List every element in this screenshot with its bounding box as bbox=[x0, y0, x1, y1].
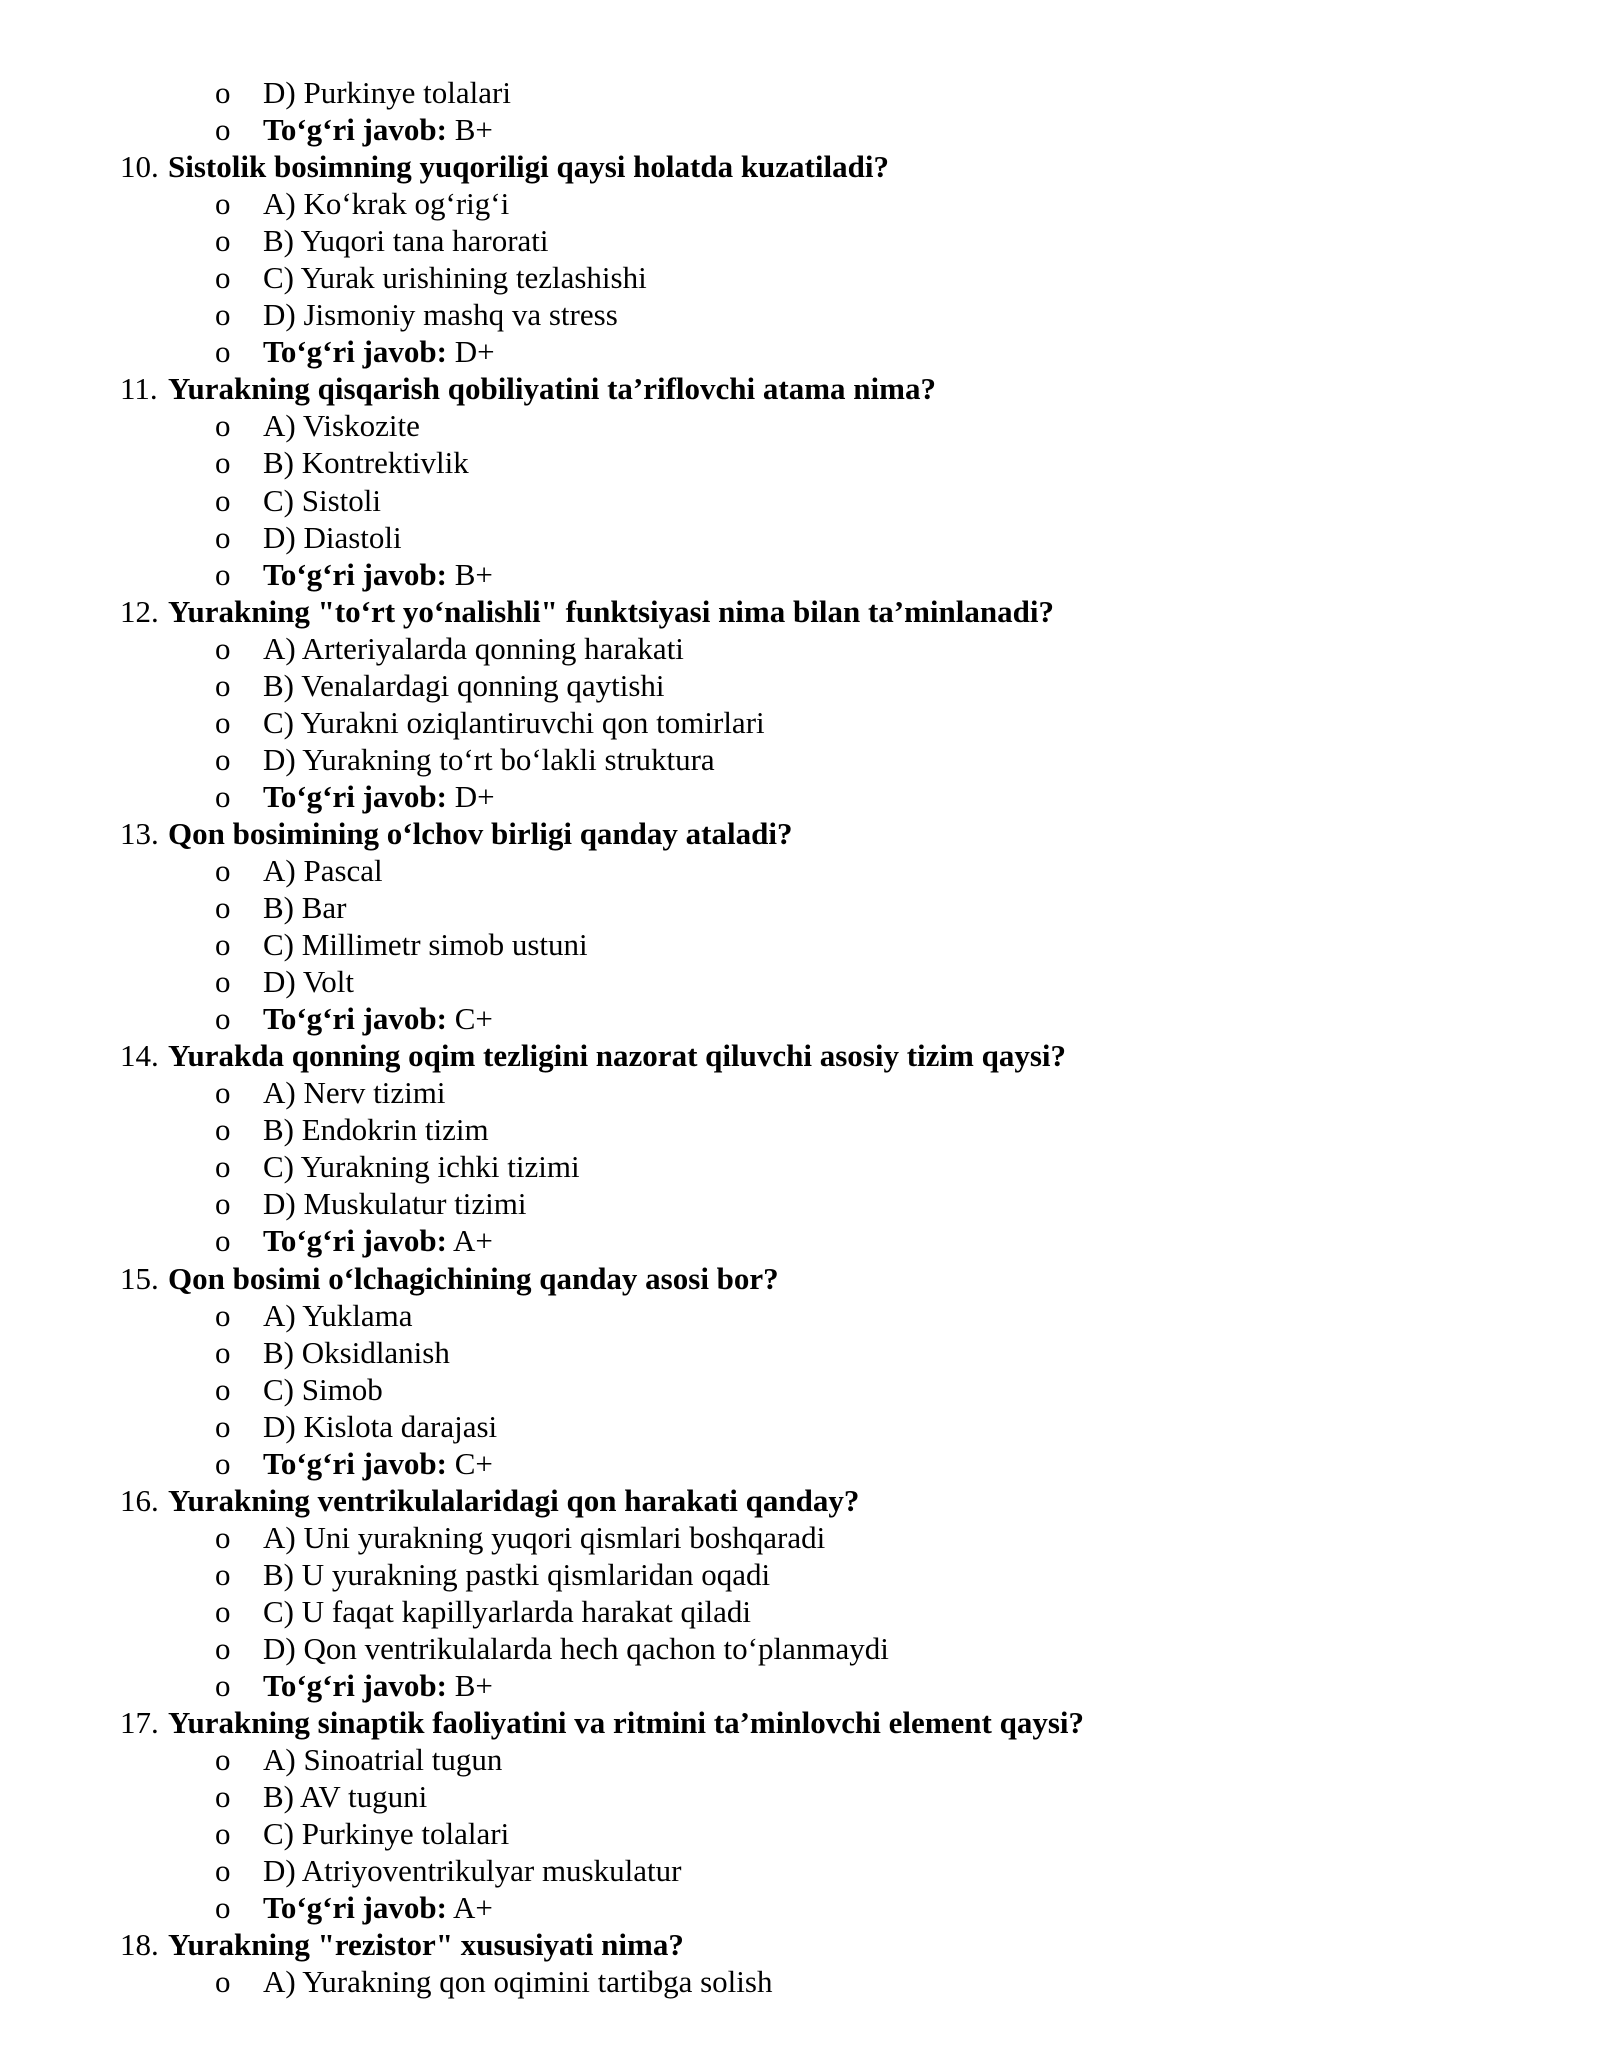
question-number: 11. bbox=[120, 371, 158, 407]
answer-value: B+ bbox=[447, 1668, 493, 1704]
answer-value: B+ bbox=[447, 112, 493, 148]
option-text: B) Bar bbox=[263, 890, 347, 926]
option-line bbox=[0, 407, 1600, 444]
option-line bbox=[0, 667, 1600, 704]
bullet-marker: o bbox=[215, 112, 231, 148]
bullet-marker: o bbox=[215, 445, 231, 481]
option-text: D) Yurakning to‘rt bo‘lakli struktura bbox=[263, 741, 715, 777]
question-number: 15. bbox=[120, 1260, 159, 1296]
answer-text bbox=[263, 1222, 493, 1259]
document-page bbox=[0, 74, 1600, 2000]
option-line bbox=[0, 1185, 1600, 1222]
option-text: B) Endokrin tizim bbox=[263, 1112, 489, 1148]
option-text: D) Muskulatur tizimi bbox=[263, 1186, 527, 1222]
question-text: Qon bosimining o‘lchov birligi qanday ataladi? bbox=[168, 815, 793, 851]
option-text: C) Yurak urishining tezlashishi bbox=[263, 260, 647, 296]
answer-line bbox=[0, 1667, 1600, 1704]
answer-label: To‘g‘ri javob: bbox=[263, 112, 447, 148]
option-line bbox=[0, 704, 1600, 741]
bullet-marker: o bbox=[215, 1853, 231, 1889]
answer-value: D+ bbox=[447, 334, 495, 370]
answer-text bbox=[263, 1667, 493, 1704]
bullet-marker: o bbox=[215, 1593, 231, 1629]
option-text: B) AV tuguni bbox=[263, 1779, 428, 1815]
option-line bbox=[0, 1111, 1600, 1148]
answer-label: To‘g‘ri javob: bbox=[263, 1890, 447, 1926]
option-line bbox=[0, 1815, 1600, 1852]
option-line bbox=[0, 1593, 1600, 1630]
answer-value: A+ bbox=[447, 1890, 493, 1926]
option-line bbox=[0, 1741, 1600, 1778]
answer-label: To‘g‘ri javob: bbox=[263, 556, 447, 592]
bullet-marker: o bbox=[215, 1816, 231, 1852]
option-line bbox=[0, 1297, 1600, 1334]
question-text: Qon bosimi o‘lchagichining qanday asosi bor? bbox=[168, 1260, 779, 1296]
question-number: 14. bbox=[120, 1038, 159, 1074]
question-text: Yurakning ventrikulalaridagi qon harakati qanday? bbox=[168, 1482, 860, 1518]
question-line bbox=[0, 1704, 1600, 1741]
bullet-marker: o bbox=[215, 1112, 231, 1148]
answer-text bbox=[263, 1889, 493, 1926]
answer-value: A+ bbox=[447, 1223, 493, 1259]
option-line bbox=[0, 741, 1600, 778]
question-number: 16. bbox=[120, 1482, 159, 1518]
answer-line bbox=[0, 1222, 1600, 1259]
option-text: C) Millimetr simob ustuni bbox=[263, 927, 588, 963]
bullet-marker: o bbox=[215, 1297, 231, 1333]
bullet-marker: o bbox=[215, 927, 231, 963]
question-line bbox=[0, 1037, 1600, 1074]
option-line bbox=[0, 630, 1600, 667]
answer-label: To‘g‘ri javob: bbox=[263, 1668, 447, 1704]
option-line bbox=[0, 444, 1600, 481]
answer-line bbox=[0, 111, 1600, 148]
answer-line bbox=[0, 1445, 1600, 1482]
question-line bbox=[0, 815, 1600, 852]
bullet-marker: o bbox=[215, 1075, 231, 1111]
bullet-marker: o bbox=[215, 408, 231, 444]
bullet-marker: o bbox=[215, 1779, 231, 1815]
option-line bbox=[0, 296, 1600, 333]
option-text: C) Purkinye tolalari bbox=[263, 1816, 510, 1852]
answer-value: B+ bbox=[447, 556, 493, 592]
option-text: C) Simob bbox=[263, 1371, 383, 1407]
option-text: C) Yurakni oziqlantiruvchi qon tomirlari bbox=[263, 704, 765, 740]
option-text: B) Oksidlanish bbox=[263, 1334, 450, 1370]
option-line bbox=[0, 1148, 1600, 1185]
bullet-marker: o bbox=[215, 1001, 231, 1037]
bullet-marker: o bbox=[215, 778, 231, 814]
question-number: 17. bbox=[120, 1705, 159, 1741]
answer-label: To‘g‘ri javob: bbox=[263, 1223, 447, 1259]
option-line bbox=[0, 852, 1600, 889]
option-text: C) Yurakning ichki tizimi bbox=[263, 1149, 580, 1185]
bullet-marker: o bbox=[215, 260, 231, 296]
bullet-marker: o bbox=[215, 1371, 231, 1407]
bullet-marker: o bbox=[215, 519, 231, 555]
bullet-marker: o bbox=[215, 1223, 231, 1259]
answer-text bbox=[263, 1445, 493, 1482]
question-number: 12. bbox=[120, 593, 159, 629]
option-text: A) Pascal bbox=[263, 852, 383, 888]
bullet-marker: o bbox=[215, 482, 231, 518]
option-text: C) Sistoli bbox=[263, 482, 382, 518]
option-text: B) Venalardagi qonning qaytishi bbox=[263, 667, 665, 703]
bullet-marker: o bbox=[215, 890, 231, 926]
option-line bbox=[0, 482, 1600, 519]
bullet-marker: o bbox=[215, 556, 231, 592]
question-line bbox=[0, 1926, 1600, 1963]
bullet-marker: o bbox=[215, 334, 231, 370]
answer-label: To‘g‘ri javob: bbox=[263, 1445, 447, 1481]
option-line bbox=[0, 1556, 1600, 1593]
option-line bbox=[0, 1852, 1600, 1889]
bullet-marker: o bbox=[215, 1445, 231, 1481]
option-text: D) Volt bbox=[263, 964, 355, 1000]
option-text: B) Yuqori tana harorati bbox=[263, 223, 549, 259]
bullet-marker: o bbox=[215, 75, 231, 110]
question-text: Yurakning "rezistor" xususiyati nima? bbox=[168, 1927, 684, 1963]
question-text: Yurakning "to‘rt yo‘nalishli" funktsiyasi nima bilan ta’minlanadi? bbox=[168, 593, 1054, 629]
option-text: A) Yurakning qon oqimini tartibga solish bbox=[263, 1964, 773, 2000]
bullet-marker: o bbox=[215, 741, 231, 777]
bullet-marker: o bbox=[215, 1408, 231, 1444]
answer-text bbox=[263, 333, 495, 370]
option-text: B) U yurakning pastki qismlaridan oqadi bbox=[263, 1556, 771, 1592]
bullet-marker: o bbox=[215, 630, 231, 666]
option-text: D) Purkinye tolalari bbox=[263, 75, 511, 110]
option-text: A) Arteriyalarda qonning harakati bbox=[263, 630, 684, 666]
option-text: A) Viskozite bbox=[263, 408, 420, 444]
answer-label: To‘g‘ri javob: bbox=[263, 778, 447, 814]
question-number: 13. bbox=[120, 815, 159, 851]
option-line bbox=[0, 1519, 1600, 1556]
option-text: D) Jismoniy mashq va stress bbox=[263, 297, 618, 333]
bullet-marker: o bbox=[215, 1149, 231, 1185]
answer-line bbox=[0, 1889, 1600, 1926]
bullet-marker: o bbox=[215, 852, 231, 888]
bullet-marker: o bbox=[215, 1519, 231, 1555]
option-text: B) Kontrektivlik bbox=[263, 445, 469, 481]
option-line bbox=[0, 222, 1600, 259]
answer-text bbox=[263, 1000, 493, 1037]
bullet-marker: o bbox=[215, 704, 231, 740]
bullet-marker: o bbox=[215, 1630, 231, 1666]
bullet-marker: o bbox=[215, 1334, 231, 1370]
option-text: A) Uni yurakning yuqori qismlari boshqaradi bbox=[263, 1519, 826, 1555]
bullet-marker: o bbox=[215, 1186, 231, 1222]
question-number: 18. bbox=[120, 1927, 159, 1963]
option-line bbox=[0, 1630, 1600, 1667]
question-text: Yurakning sinaptik faoliyatini va ritmini ta’minlovchi element qaysi? bbox=[168, 1705, 1085, 1741]
bullet-marker: o bbox=[215, 223, 231, 259]
answer-value: C+ bbox=[447, 1445, 493, 1481]
question-line bbox=[0, 1260, 1600, 1297]
option-text: D) Atriyoventrikulyar muskulatur bbox=[263, 1853, 682, 1889]
question-text: Yurakda qonning oqim tezligini nazorat qiluvchi asosiy tizim qaysi? bbox=[168, 1038, 1067, 1074]
option-line bbox=[0, 185, 1600, 222]
question-text: Sistolik bosimning yuqoriligi qaysi holatda kuzatiladi? bbox=[168, 149, 889, 185]
question-line bbox=[0, 593, 1600, 630]
bullet-marker: o bbox=[215, 1668, 231, 1704]
option-line bbox=[0, 1778, 1600, 1815]
answer-text bbox=[263, 556, 493, 593]
bullet-marker: o bbox=[215, 1556, 231, 1592]
option-line bbox=[0, 1408, 1600, 1445]
answer-label: To‘g‘ri javob: bbox=[263, 334, 447, 370]
bullet-marker: o bbox=[215, 186, 231, 222]
option-text: A) Sinoatrial tugun bbox=[263, 1742, 503, 1778]
bullet-marker: o bbox=[215, 1742, 231, 1778]
option-line bbox=[0, 1074, 1600, 1111]
answer-text bbox=[263, 778, 495, 815]
answer-label: To‘g‘ri javob: bbox=[263, 1001, 447, 1037]
option-line bbox=[0, 519, 1600, 556]
option-text: D) Qon ventrikulalarda hech qachon to‘planmaydi bbox=[263, 1630, 889, 1666]
bullet-marker: o bbox=[215, 964, 231, 1000]
option-line bbox=[0, 926, 1600, 963]
option-line bbox=[0, 889, 1600, 926]
question-line bbox=[0, 370, 1600, 407]
option-text: A) Ko‘krak og‘rig‘i bbox=[263, 186, 510, 222]
option-line bbox=[0, 1963, 1600, 2000]
question-text: Yurakning qisqarish qobiliyatini ta’riflovchi atama nima? bbox=[168, 371, 936, 407]
option-text: A) Yuklama bbox=[263, 1297, 413, 1333]
answer-line bbox=[0, 778, 1600, 815]
question-number: 10. bbox=[120, 149, 159, 185]
answer-text bbox=[263, 111, 493, 148]
bullet-marker: o bbox=[215, 667, 231, 703]
option-line bbox=[0, 1334, 1600, 1371]
option-text: C) U faqat kapillyarlarda harakat qiladi bbox=[263, 1593, 752, 1629]
option-text: D) Kislota darajasi bbox=[263, 1408, 498, 1444]
answer-line bbox=[0, 1000, 1600, 1037]
answer-line bbox=[0, 556, 1600, 593]
bullet-marker: o bbox=[215, 297, 231, 333]
option-line bbox=[0, 259, 1600, 296]
question-line bbox=[0, 148, 1600, 185]
answer-value: C+ bbox=[447, 1001, 493, 1037]
answer-value: D+ bbox=[447, 778, 495, 814]
option-line bbox=[0, 1371, 1600, 1408]
option-line bbox=[0, 963, 1600, 1000]
question-line bbox=[0, 1482, 1600, 1519]
option-text: A) Nerv tizimi bbox=[263, 1075, 446, 1111]
option-text: D) Diastoli bbox=[263, 519, 402, 555]
option-line bbox=[0, 74, 1600, 111]
answer-line bbox=[0, 333, 1600, 370]
bullet-marker: o bbox=[215, 1964, 231, 2000]
bullet-marker: o bbox=[215, 1890, 231, 1926]
